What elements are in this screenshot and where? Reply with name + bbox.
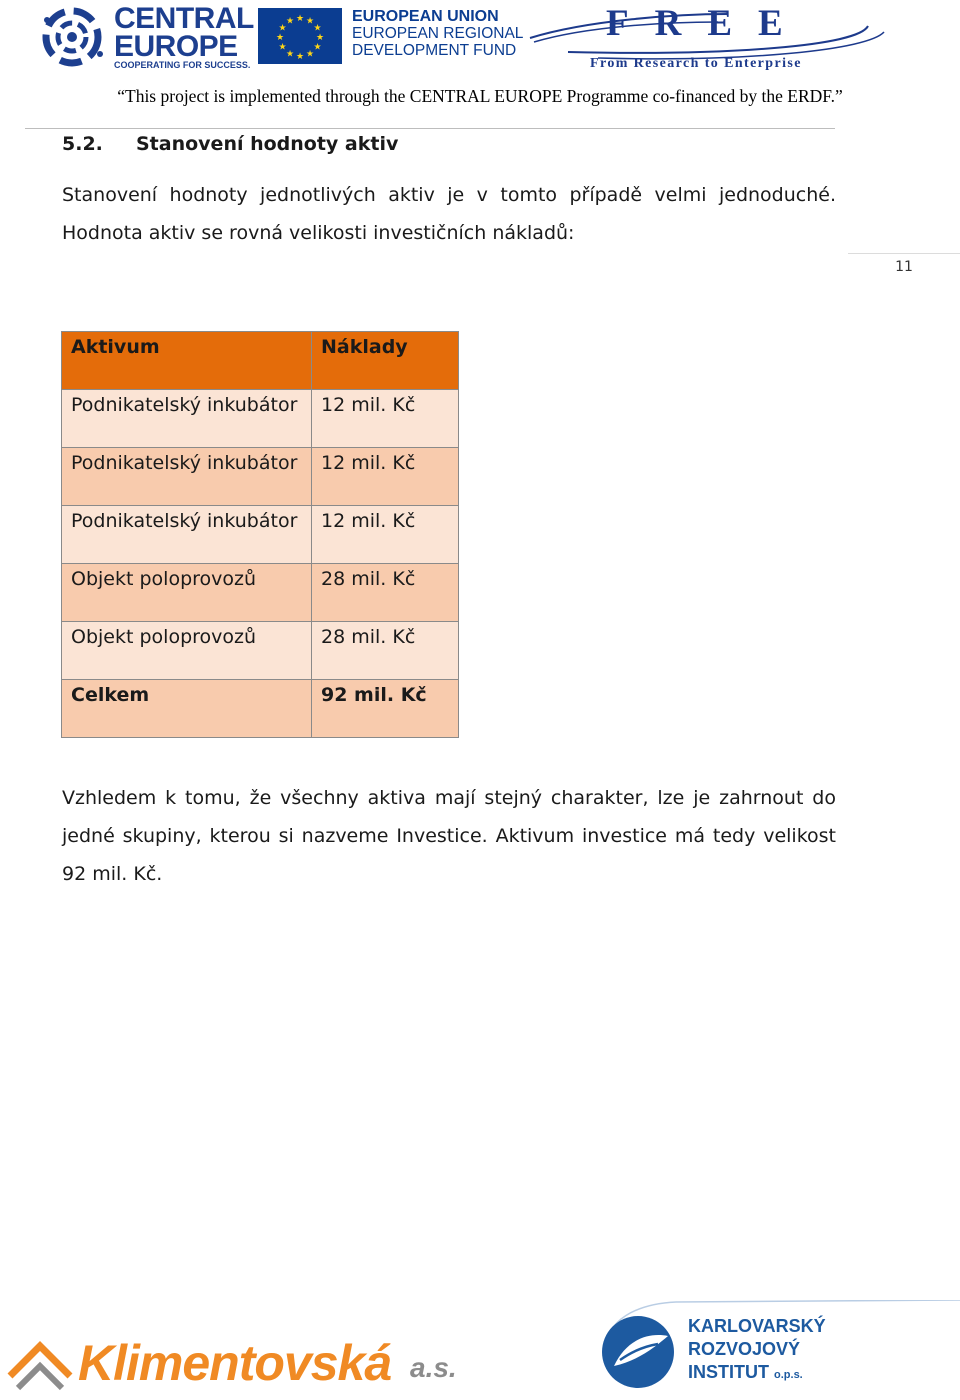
svg-text:★: ★ [313, 42, 322, 53]
kri-suffix: o.p.s. [774, 1369, 803, 1381]
asset-cell: Podnikatelský inkubátor [62, 506, 312, 564]
svg-text:★: ★ [315, 33, 325, 43]
asset-cell: Podnikatelský inkubátor [62, 448, 312, 506]
cost-cell: 12 mil. Kč [312, 448, 459, 506]
svg-text:★: ★ [278, 23, 287, 34]
section-heading [62, 133, 398, 155]
svg-text:★: ★ [313, 23, 322, 34]
eu-logo-text: EUROPEAN UNION EUROPEAN REGIONAL DEVELOPMENT FUND [352, 8, 524, 59]
svg-text:★: ★ [278, 42, 287, 53]
total-value: 92 mil. Kč [312, 680, 459, 738]
conclusion-paragraph: Vzhledem k tomu, že všechny aktiva mají stejný charakter, lze je zahrnout do jedné skupiny, kterou si nazveme Investice. Aktivum investice má tedy velikost 92 mil. Kč. [62, 787, 836, 885]
klimentovska-chevron-icon [6, 1332, 76, 1392]
free-title: FREE [606, 3, 809, 44]
intro-paragraph: Stanovení hodnoty jednotlivých aktiv je v tomto případě velmi jednoduché. Hodnota aktiv se rovná velikosti investičních nákladů: [62, 184, 836, 244]
total-label: Celkem [62, 680, 312, 738]
project-disclaimer: “This project is implemented through the CENTRAL EUROPE Programme co-financed by the ERDF.” [117, 86, 843, 106]
eu-regional-fund-logo [258, 8, 524, 66]
cost-cell: 12 mil. Kč [312, 390, 459, 448]
central-europe-emblem-icon [38, 6, 110, 68]
asset-cell: Objekt poloprovozů [62, 564, 312, 622]
cost-cell: 12 mil. Kč [312, 506, 459, 564]
klimentovska-logo [6, 1332, 466, 1392]
kri-name: KARLOVARSKÝ ROZVOJOVÝ INSTITUT o.p.s. [688, 1316, 826, 1382]
central-europe-title-2: EUROPE [114, 30, 238, 63]
table-row [62, 390, 459, 448]
table-row [62, 448, 459, 506]
svg-text:★: ★ [305, 49, 315, 60]
asset-cell: Objekt poloprovozů [62, 622, 312, 680]
page-number: 11 [848, 253, 960, 275]
table-total-row [62, 680, 459, 738]
klimentovska-name: Klimentovská [78, 1335, 392, 1391]
svg-text:★: ★ [275, 33, 285, 43]
kri-logo [586, 1300, 960, 1400]
cost-cell: 28 mil. Kč [312, 622, 459, 680]
asset-cell: Podnikatelský inkubátor [62, 390, 312, 448]
cost-cell: 28 mil. Kč [312, 564, 459, 622]
section-number: 5.2. [62, 133, 103, 155]
table-row [62, 506, 459, 564]
header-cost: Náklady [312, 332, 459, 390]
svg-text:★: ★ [285, 49, 295, 60]
svg-text:★: ★ [295, 52, 305, 62]
svg-text:★: ★ [285, 16, 295, 27]
klimentovska-suffix: a.s. [410, 1352, 457, 1383]
central-europe-title: CENTRAL [114, 2, 254, 35]
table-row [62, 622, 459, 680]
eu-flag-icon [258, 8, 342, 64]
section-title: Stanovení hodnoty aktiv [136, 133, 399, 155]
header-divider [25, 128, 835, 129]
central-europe-tagline: COOPERATING FOR SUCCESS. [114, 60, 251, 70]
svg-text:★: ★ [295, 14, 305, 24]
table-row [62, 564, 459, 622]
free-tagline: From Research to Enterprise [590, 56, 802, 71]
central-europe-logo [38, 2, 254, 70]
asset-cost-table [61, 331, 459, 738]
svg-text:★: ★ [305, 16, 315, 27]
table-header-row [62, 332, 459, 390]
header-asset: Aktivum [62, 332, 312, 390]
free-project-logo [528, 0, 890, 80]
